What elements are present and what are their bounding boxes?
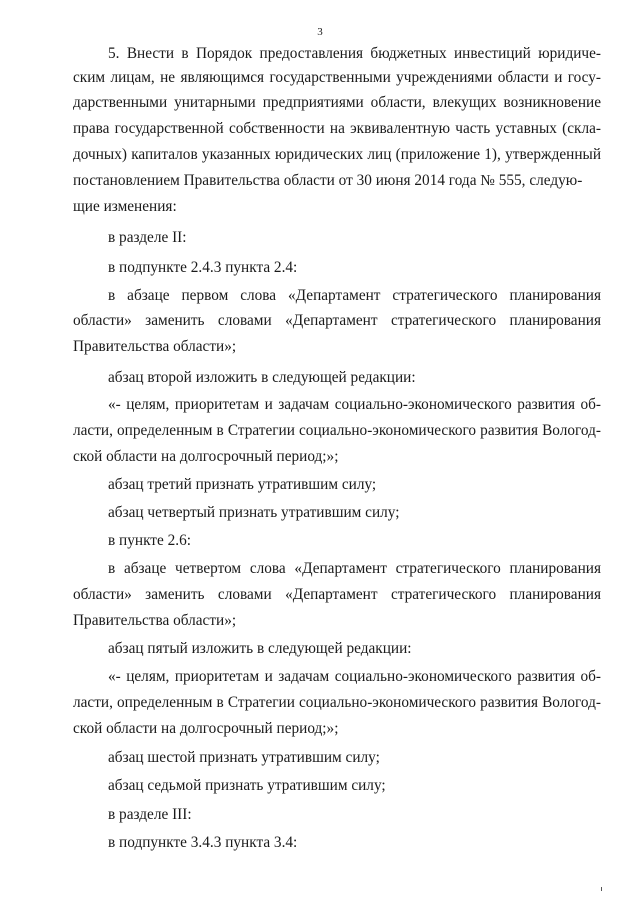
quoted-text-line: «- целям, приоритетам и задачам социально-экономического развития об- xyxy=(108,668,601,685)
section-iii-heading: в разделе III: xyxy=(108,806,192,823)
amendment-line: области» заменить словами «Департамент стратегического планирования xyxy=(73,312,601,329)
amendment-line: в абзаце четвертом слова «Департамент стратегического планирования xyxy=(108,560,601,577)
point-2-6-heading: в пункте 2.6: xyxy=(108,532,191,549)
amendment-line: области» заменить словами «Департамент стратегического планирования xyxy=(73,586,601,603)
quoted-text-line: ласти, определенным в Стратегии социально-экономического развития Вологод- xyxy=(73,694,601,711)
amendment-line: абзац шестой признать утратившим силу; xyxy=(108,749,380,766)
page-number: 3 xyxy=(317,26,323,38)
paragraph-5-line-7: щие изменения: xyxy=(73,198,177,215)
quoted-text-line: ласти, определенным в Стратегии социально-экономического развития Вологод- xyxy=(73,422,601,439)
amendment-line: абзац четвертый признать утратившим силу; xyxy=(108,504,400,521)
paragraph-5-line-4: права государственной собственности на эквивалентную часть уставных (скла- xyxy=(73,120,601,137)
paragraph-5-line-1: 5. Внести в Порядок предоставления бюджетных инвестиций юридиче- xyxy=(108,45,601,62)
section-ii-heading: в разделе II: xyxy=(108,229,187,246)
paragraph-5-line-2: ским лицам, не являющимся государственными учреждениями области и госу- xyxy=(73,69,601,86)
amendment-line: в абзаце первом слова «Департамент стратегического планирования xyxy=(108,287,601,304)
quoted-text-line: ской области на долгосрочный период;»; xyxy=(73,448,339,465)
amendment-line: абзац третий признать утратившим силу; xyxy=(108,476,377,493)
paragraph-5-line-6: постановлением Правительства области от 30 июня 2014 года № 555, следую- xyxy=(73,172,583,189)
amendment-line: абзац пятый изложить в следующей редакции: xyxy=(108,640,412,657)
amendment-line: абзац седьмой признать утратившим силу; xyxy=(108,777,386,794)
subpoint-3-4-3-heading: в подпункте 3.4.3 пункта 3.4: xyxy=(108,834,298,851)
quoted-text-line: «- целям, приоритетам и задачам социально-экономического развития об- xyxy=(108,396,601,413)
scan-mark xyxy=(601,887,602,891)
amendment-line: Правительства области»; xyxy=(73,338,237,355)
quoted-text-line: ской области на долгосрочный период;»; xyxy=(73,720,339,737)
paragraph-5-line-5: дочных) капиталов указанных юридических лиц (приложение 1), утвержденный xyxy=(73,146,601,163)
subpoint-2-4-3-heading: в подпункте 2.4.3 пункта 2.4: xyxy=(108,259,298,276)
amendment-line: абзац второй изложить в следующей редакции: xyxy=(108,369,416,386)
amendment-line: Правительства области»; xyxy=(73,612,237,629)
paragraph-5-line-3: дарственными унитарными предприятиями области, влекущих возникновение xyxy=(73,94,601,111)
